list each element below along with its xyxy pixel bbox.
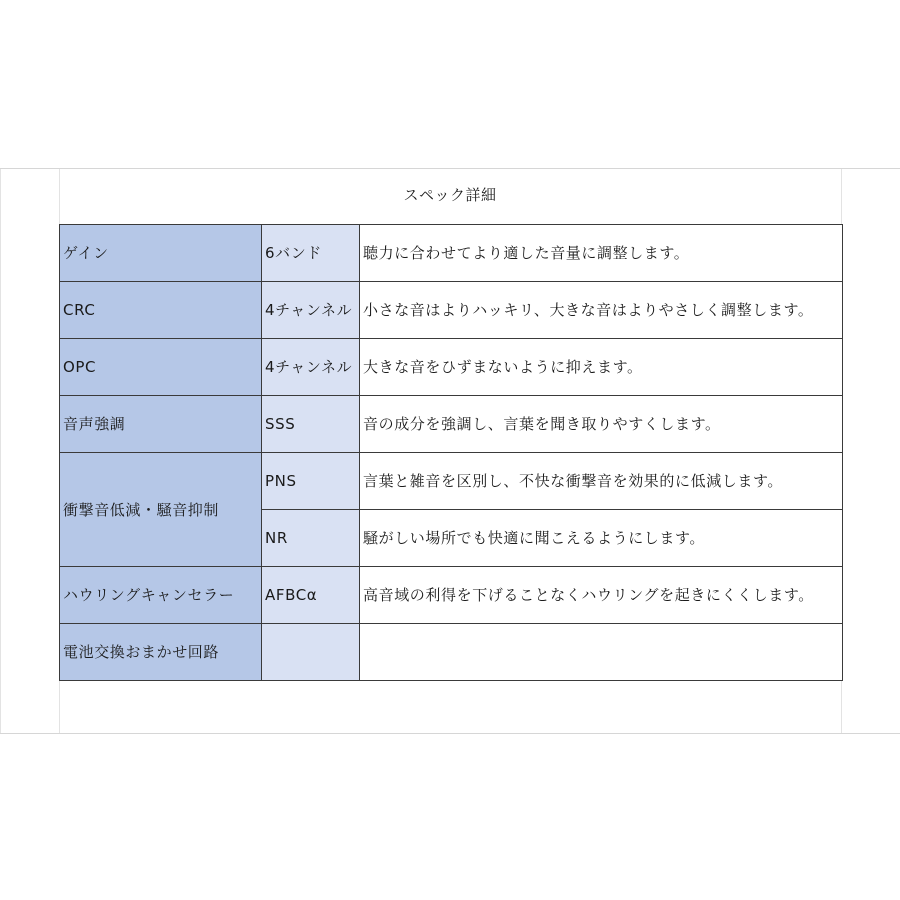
description-cell: 言葉と雑音を区別し、不快な衝撃音を効果的に低減します。 <box>360 453 843 510</box>
detail-cell: PNS <box>262 453 360 510</box>
gridline <box>0 169 1 733</box>
detail-cell: 4チャンネル <box>262 282 360 339</box>
description-cell: 音の成分を強調し、言葉を聞き取りやすくします。 <box>360 396 843 453</box>
feature-cell: 音声強調 <box>60 396 262 453</box>
table-row <box>60 339 843 396</box>
detail-cell: AFBCα <box>262 567 360 624</box>
feature-cell: ハウリングキャンセラー <box>60 567 262 624</box>
description-cell: 大きな音をひずまないように抑えます。 <box>360 339 843 396</box>
feature-cell: OPC <box>60 339 262 396</box>
table-row <box>60 225 843 282</box>
description-cell: 高音域の利得を下げることなくハウリングを起きにくくします。 <box>360 567 843 624</box>
table-row <box>60 453 843 510</box>
table-row <box>60 282 843 339</box>
description-cell <box>360 624 843 681</box>
detail-cell: NR <box>262 510 360 567</box>
table-row <box>60 396 843 453</box>
detail-cell: SSS <box>262 396 360 453</box>
table-row <box>60 567 843 624</box>
feature-cell: 電池交換おまかせ回路 <box>60 624 262 681</box>
detail-cell: 6バンド <box>262 225 360 282</box>
description-cell: 聴力に合わせてより適した音量に調整します。 <box>360 225 843 282</box>
table-title: スペック詳細 <box>403 186 497 204</box>
feature-cell-merged: 衝撃音低減・騒音抑制 <box>60 453 262 567</box>
detail-cell: 4チャンネル <box>262 339 360 396</box>
description-cell: 小さな音はよりハッキリ、大きな音はよりやさしく調整します。 <box>360 282 843 339</box>
description-cell: 騒がしい場所でも快適に聞こえるようにします。 <box>360 510 843 567</box>
feature-cell: CRC <box>60 282 262 339</box>
detail-cell <box>262 624 360 681</box>
table-row <box>60 624 843 681</box>
spec-table <box>59 224 843 681</box>
feature-cell: ゲイン <box>60 225 262 282</box>
